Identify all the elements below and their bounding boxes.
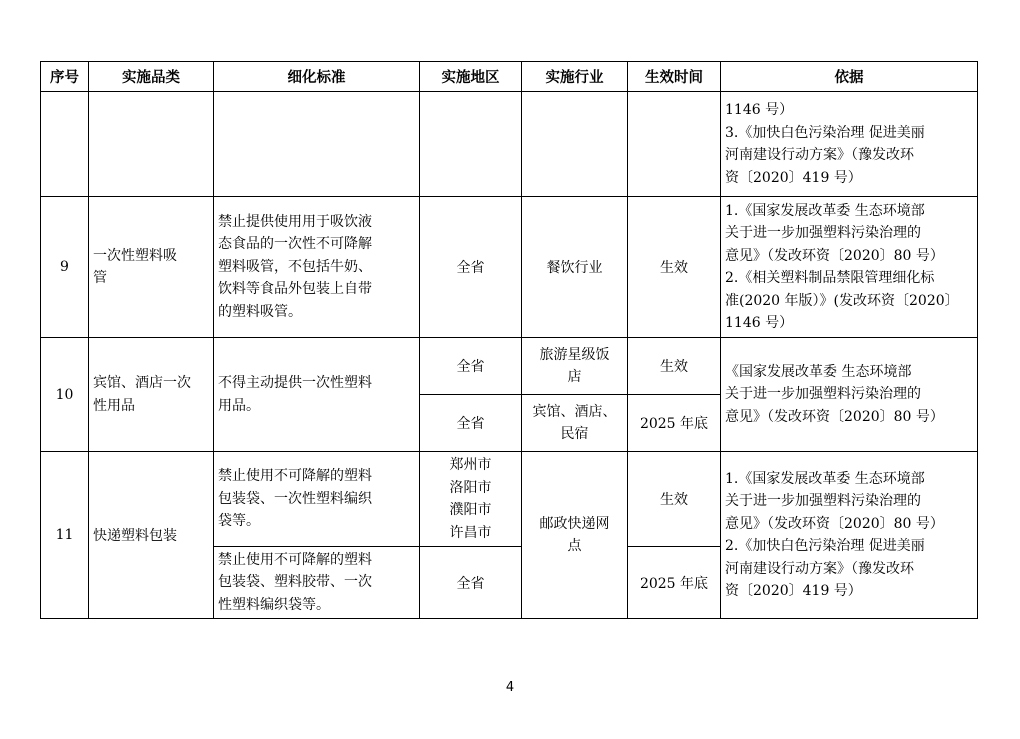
cell-basis [721, 197, 978, 338]
table-row-11 [41, 452, 978, 547]
standard-line: 禁止提供使用用于吸饮液 [218, 213, 372, 230]
category-line: 宾馆、酒店一次 [93, 375, 191, 391]
page-number: 4 [505, 680, 515, 695]
cell-industry [522, 338, 628, 395]
cell-time: 生效 [628, 338, 721, 395]
cell-basis [721, 92, 978, 197]
category-line: 一次性塑料吸 [93, 247, 177, 264]
category-line: 管 [93, 270, 107, 286]
basis-line: 河南建设行动方案》（豫发改环 [725, 560, 914, 577]
region-line: 濮阳市 [449, 502, 492, 518]
industry-line: 店 [567, 369, 582, 385]
standard-line: 袋等。 [218, 513, 260, 530]
cell-basis [721, 338, 978, 452]
basis-line: 《国家发展改革委 生态环境部 [725, 363, 912, 380]
region-line: 洛阳市 [449, 479, 492, 496]
industry-line: 点 [567, 538, 582, 554]
basis-line: 资〔2020〕419 号） [725, 169, 862, 186]
basis-line: 意见》（发改环资〔2020〕80 号） [725, 247, 944, 264]
cell-time: 生效 [628, 452, 721, 547]
standard-line: 包装袋、一次性塑料编织 [218, 490, 372, 507]
basis-line: 1.《国家发展改革委 生态环境部 [725, 470, 925, 487]
cell-empty [522, 92, 628, 197]
cell-empty [41, 92, 89, 197]
cell-category: 快递塑料包装 [89, 452, 214, 619]
table-header-row [41, 62, 978, 92]
table-row-9 [41, 197, 978, 338]
cell-basis [721, 452, 978, 619]
cell-time: 生效 [628, 197, 721, 338]
table-row-continued [41, 92, 978, 197]
basis-line: 意见》（发改环资〔2020〕80 号） [725, 408, 944, 425]
basis-line: 1146 号） [725, 102, 794, 118]
basis-line: 关于进一步加强塑料污染治理的 [725, 225, 921, 241]
header-category: 实施品类 [89, 62, 214, 92]
cell-category [89, 197, 214, 338]
standard-line: 禁止使用不可降解的塑料 [218, 468, 372, 485]
standard-line: 塑料吸管，不包括牛奶、 [218, 258, 372, 275]
header-time: 生效时间 [628, 62, 721, 92]
cell-region: 全省 [420, 338, 522, 395]
header-basis: 依据 [721, 62, 978, 92]
cell-empty [214, 92, 420, 197]
standard-line: 性塑料编织袋等。 [218, 596, 330, 613]
standard-line: 包装袋、塑料胶带、一次 [218, 574, 372, 591]
cell-no: 9 [41, 197, 89, 338]
cell-standard [214, 547, 420, 619]
basis-line: 2.《相关塑料制品禁限管理细化标 [725, 270, 935, 286]
standard-line: 的塑料吸管。 [218, 303, 302, 320]
basis-line: 关于进一步加强塑料污染治理的 [725, 386, 921, 403]
cell-industry: 餐饮行业 [522, 197, 628, 338]
basis-line: 资〔2020〕419 号） [725, 583, 862, 599]
basis-line: 关于进一步加强塑料污染治理的 [725, 493, 921, 509]
cell-standard [214, 338, 420, 452]
basis-line: 1146 号） [725, 315, 794, 331]
cell-region [420, 452, 522, 547]
cell-standard [214, 197, 420, 338]
basis-line: 意见》（发改环资〔2020〕80 号） [725, 515, 944, 532]
industry-line: 邮政快递网 [539, 515, 610, 532]
policy-table [40, 61, 978, 619]
header-standard: 细化标准 [214, 62, 420, 92]
region-line: 郑州市 [449, 457, 492, 473]
cell-region: 全省 [420, 395, 522, 452]
basis-line: 准(2020 年版）》(发改环资〔2020〕 [725, 292, 959, 309]
cell-no: 10 [41, 338, 89, 452]
basis-line: 3.《加快白色污染治理 促进美丽 [725, 124, 925, 141]
cell-time: 2025 年底 [628, 547, 721, 619]
industry-line: 宾馆、酒店、 [532, 403, 617, 420]
standard-line: 态食品的一次性不可降解 [218, 236, 372, 253]
header-industry: 实施行业 [522, 62, 628, 92]
header-region: 实施地区 [420, 62, 522, 92]
standard-line: 用品。 [218, 397, 260, 414]
standard-line: 禁止使用不可降解的塑料 [218, 551, 372, 568]
cell-industry [522, 395, 628, 452]
cell-region: 全省 [420, 547, 522, 619]
cell-industry [522, 452, 628, 619]
cell-region: 全省 [420, 197, 522, 338]
basis-line: 2.《加快白色污染治理 促进美丽 [725, 538, 925, 554]
cell-no: 11 [41, 452, 89, 619]
region-line: 许昌市 [449, 524, 492, 541]
cell-empty [89, 92, 214, 197]
category-line: 性用品 [93, 397, 135, 414]
cell-empty [628, 92, 721, 197]
cell-category [89, 338, 214, 452]
header-no: 序号 [41, 62, 89, 92]
industry-line: 民宿 [560, 426, 589, 442]
standard-line: 饮料等食品外包装上自带 [218, 281, 372, 298]
industry-line: 旅游星级饭 [539, 346, 610, 363]
cell-time: 2025 年底 [628, 395, 721, 452]
cell-standard [214, 452, 420, 547]
table-row-10 [41, 338, 978, 395]
basis-line: 河南建设行动方案》（豫发改环 [725, 147, 914, 163]
standard-line: 不得主动提供一次性塑料 [218, 375, 372, 391]
basis-line: 1.《国家发展改革委 生态环境部 [725, 202, 925, 219]
cell-empty [420, 92, 522, 197]
